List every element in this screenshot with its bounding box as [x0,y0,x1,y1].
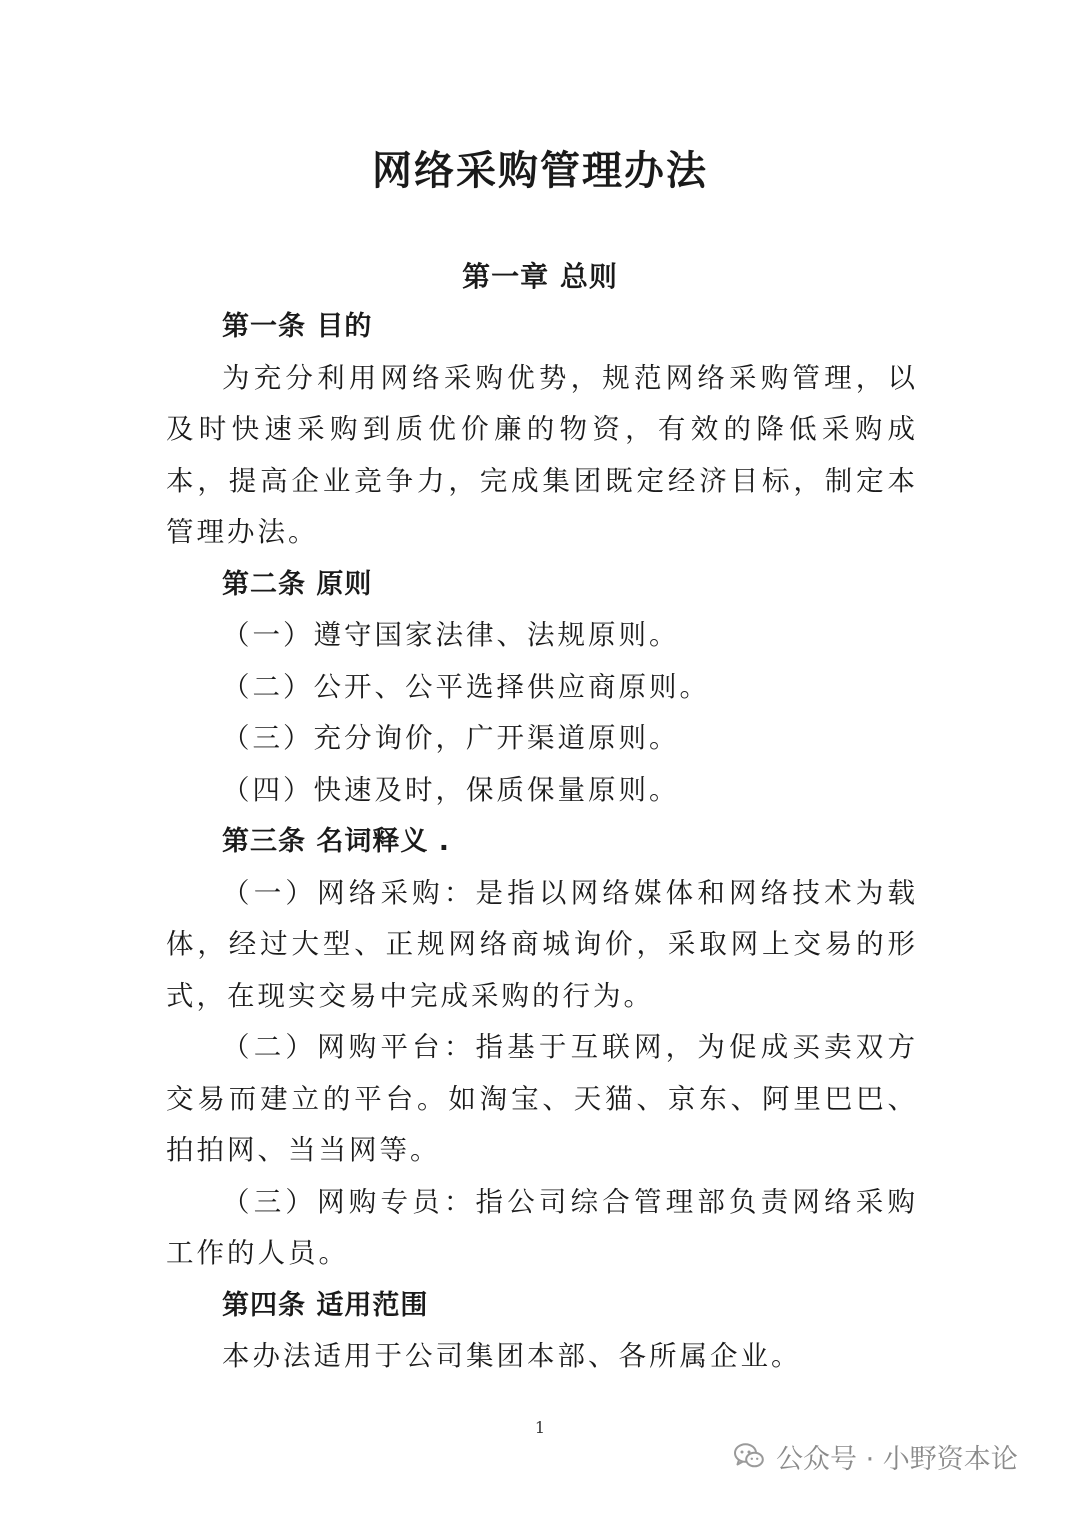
document-body [166,301,918,1383]
wechat-icon [734,1443,764,1469]
chapter-title: 第一章 总则 [462,260,618,293]
article-2-paragraph-3: （三）充分询价，广开渠道原则。 [222,722,680,754]
article-4-paragraph-1: 本办法适用于公司集团本部、各所属企业。 [222,1340,802,1372]
article-2-paragraph-1: （一）遵守国家法律、法规原则。 [222,619,680,651]
article-4-heading: 第四条 适用范围 [222,1289,429,1321]
article-1-heading: 第一条 目的 [222,311,373,342]
article-2-paragraph-2: （二）公开、公平选择供应商原则。 [222,670,710,703]
article-1-paragraph-1: 为充分利用网络采购优势，规范网络采购管理，以及时快速采购到质优价廉的物资，有效的降低采购成本，提高企业竞争力，完成集团既定经济目标，制定本管理办法。 [166,361,918,548]
page-number: 1 [534,1418,546,1437]
article-3-heading: 第三条 名词释义 . [222,826,451,857]
article-2-heading: 第二条 原则 [222,568,373,600]
article-2-paragraph-4: （四）快速及时，保质保量原则。 [222,773,680,806]
watermark [734,1426,1018,1486]
article-3-paragraph-1: （一）网络采购：是指以网络媒体和网络技术为载体，经过大型、正规网络商城询价，采取网上交易的形式，在现实交易中完成采购的行为。 [166,876,918,1012]
article-3-paragraph-3: （三）网购专员：指公司综合管理部负责网络采购工作的人员。 [166,1185,918,1269]
document-title: 网络采购管理办法 [372,148,708,194]
article-3-paragraph-2: （二）网购平台：指基于互联网，为促成买卖双方交易而建立的平台。如淘宝、天猫、京东、阿里巴巴、拍拍网、当当网等。 [166,1031,918,1166]
watermark-text: 公众号 · 小野资本论 [776,1443,1018,1475]
